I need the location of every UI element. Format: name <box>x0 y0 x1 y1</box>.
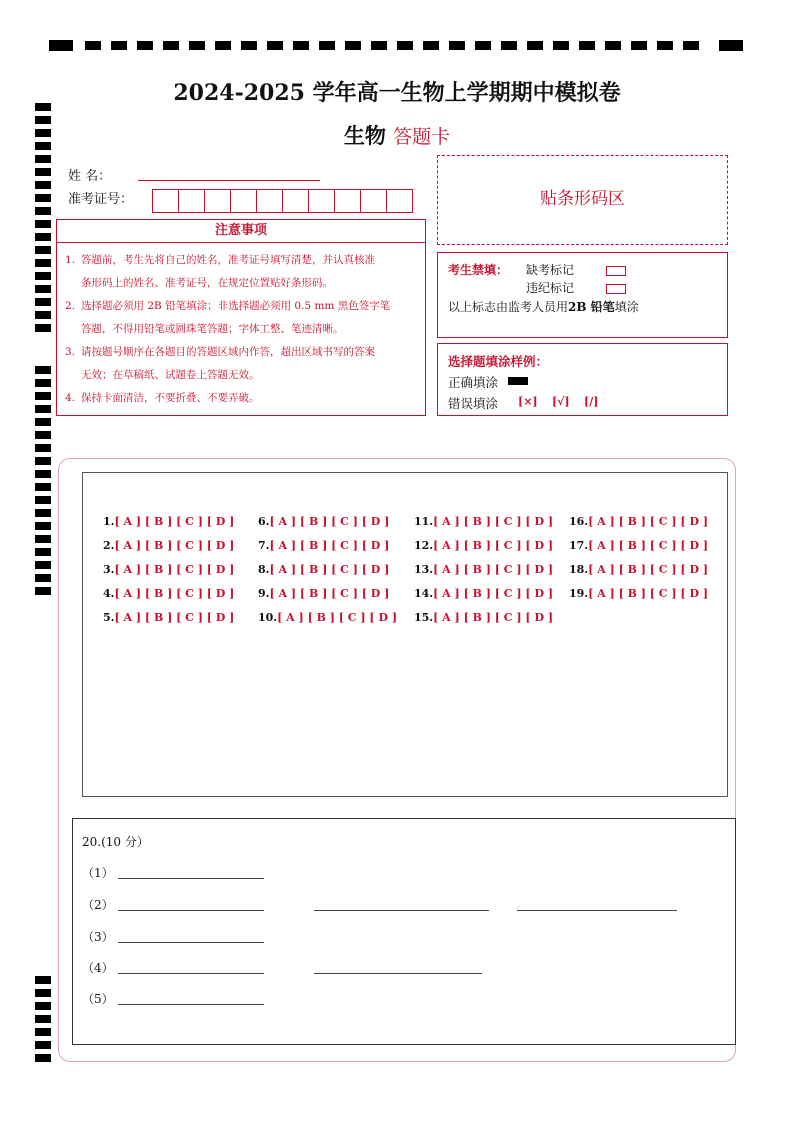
page-title: 2024-2025 学年高一生物上学期期中模拟卷 <box>173 80 621 106</box>
fill-sample-box <box>437 343 728 416</box>
id-digit-box[interactable] <box>361 190 387 212</box>
notice-list <box>57 243 425 410</box>
part-3-answer-line[interactable] <box>118 942 264 943</box>
id-digit-box[interactable] <box>153 190 179 212</box>
question-4[interactable]: 4.[ A ] [ B ] [ C ] [ D ] <box>103 587 235 600</box>
id-digit-box[interactable] <box>335 190 361 212</box>
question-18[interactable]: 18.[ A ] [ B ] [ C ] [ D ] <box>569 563 709 576</box>
violation-label: 违纪标记 <box>526 281 575 295</box>
answer-card-label: 答题卡 <box>393 126 451 148</box>
part-5-label: （5） <box>82 992 114 1006</box>
part-4-label: （4） <box>82 961 114 975</box>
part-1-label: （1） <box>82 866 114 880</box>
wrong-fill-example: [×] <box>518 395 538 408</box>
question-11[interactable]: 11.[ A ] [ B ] [ C ] [ D ] <box>414 515 554 528</box>
question-16[interactable]: 16.[ A ] [ B ] [ C ] [ D ] <box>569 515 709 528</box>
part-2-answer-line[interactable] <box>517 910 677 911</box>
question-3[interactable]: 3.[ A ] [ B ] [ C ] [ D ] <box>103 563 235 576</box>
id-digit-box[interactable] <box>387 190 412 212</box>
question-9[interactable]: 9.[ A ] [ B ] [ C ] [ D ] <box>258 587 390 600</box>
part-4-answer-line[interactable] <box>314 973 482 974</box>
question-20-section <box>72 818 736 1045</box>
question-1[interactable]: 1.[ A ] [ B ] [ C ] [ D ] <box>103 515 235 528</box>
question-8[interactable]: 8.[ A ] [ B ] [ C ] [ D ] <box>258 563 390 576</box>
question-7[interactable]: 7.[ A ] [ B ] [ C ] [ D ] <box>258 539 390 552</box>
question-6[interactable]: 6.[ A ] [ B ] [ C ] [ D ] <box>258 515 390 528</box>
id-digit-box[interactable] <box>283 190 309 212</box>
name-field[interactable] <box>138 180 320 181</box>
id-digit-box[interactable] <box>205 190 231 212</box>
question-14[interactable]: 14.[ A ] [ B ] [ C ] [ D ] <box>414 587 554 600</box>
notice-item: 4. 保持卡面清洁，不要折叠、不要弄破。 <box>65 392 260 404</box>
correct-fill-label: 正确填涂 <box>448 375 499 390</box>
notice-heading: 注意事项 <box>57 220 425 243</box>
page-subtitle <box>0 120 794 150</box>
question-12[interactable]: 12.[ A ] [ B ] [ C ] [ D ] <box>414 539 554 552</box>
proctor-note: 以上标志由监考人员用2B 铅笔填涂 <box>448 300 639 314</box>
id-digit-box[interactable] <box>179 190 205 212</box>
question-5[interactable]: 5.[ A ] [ B ] [ C ] [ D ] <box>103 611 235 624</box>
notice-item: 2. 选择题必须用 2B 铅笔填涂；非选择题必须用 0.5 mm 黑色签字笔 答题，不得用铅笔或圆珠笔答题；字体工整、笔迹清晰。 <box>65 300 391 335</box>
notice-item: 3. 请按题号顺序在各题目的答题区域内作答，超出区域书写的答案 无效；在草稿纸、试题卷上答题无效。 <box>65 346 375 381</box>
id-number-boxes[interactable] <box>152 189 413 213</box>
notice-item: 1. 答题前，考生先将自己的姓名，准考证号填写清楚，并认真核准 条形码上的姓名、准考证号，在规定位置贴好条形码。 <box>65 254 375 289</box>
part-4-answer-line[interactable] <box>118 973 264 974</box>
question-19[interactable]: 19.[ A ] [ B ] [ C ] [ D ] <box>569 587 709 600</box>
barcode-area: 贴条形码区 <box>437 155 728 245</box>
wrong-fill-label: 错误填涂 <box>448 396 499 411</box>
question-10[interactable]: 10.[ A ] [ B ] [ C ] [ D ] <box>258 611 398 624</box>
choice-section <box>82 472 728 797</box>
id-label: 准考证号： <box>68 192 134 207</box>
id-digit-box[interactable] <box>309 190 335 212</box>
question-13[interactable]: 13.[ A ] [ B ] [ C ] [ D ] <box>414 563 554 576</box>
absent-mark-box[interactable] <box>606 263 626 277</box>
proctor-only-box <box>437 252 728 338</box>
subject-label: 生物 <box>343 123 386 148</box>
part-1-answer-line[interactable] <box>118 878 264 879</box>
name-label: 姓 名： <box>68 169 112 184</box>
sample-heading: 选择题填涂样例： <box>448 354 549 369</box>
correct-fill-example <box>508 377 528 385</box>
wrong-fill-example: [/] <box>584 395 599 408</box>
notice-box <box>56 219 426 416</box>
part-2-answer-line[interactable] <box>118 910 264 911</box>
part-2-answer-line[interactable] <box>314 910 489 911</box>
proctor-heading: 考生禁填： <box>448 263 509 277</box>
id-digit-box[interactable] <box>231 190 257 212</box>
question-20-title: 20.(10 分） <box>82 835 149 849</box>
id-digit-box[interactable] <box>257 190 283 212</box>
question-17[interactable]: 17.[ A ] [ B ] [ C ] [ D ] <box>569 539 709 552</box>
question-15[interactable]: 15.[ A ] [ B ] [ C ] [ D ] <box>414 611 554 624</box>
part-3-label: （3） <box>82 930 114 944</box>
absent-label: 缺考标记 <box>526 263 575 277</box>
question-2[interactable]: 2.[ A ] [ B ] [ C ] [ D ] <box>103 539 235 552</box>
violation-mark-box[interactable] <box>606 281 626 295</box>
part-5-answer-line[interactable] <box>118 1004 264 1005</box>
part-2-label: （2） <box>82 898 114 912</box>
wrong-fill-example: [√] <box>552 395 570 408</box>
